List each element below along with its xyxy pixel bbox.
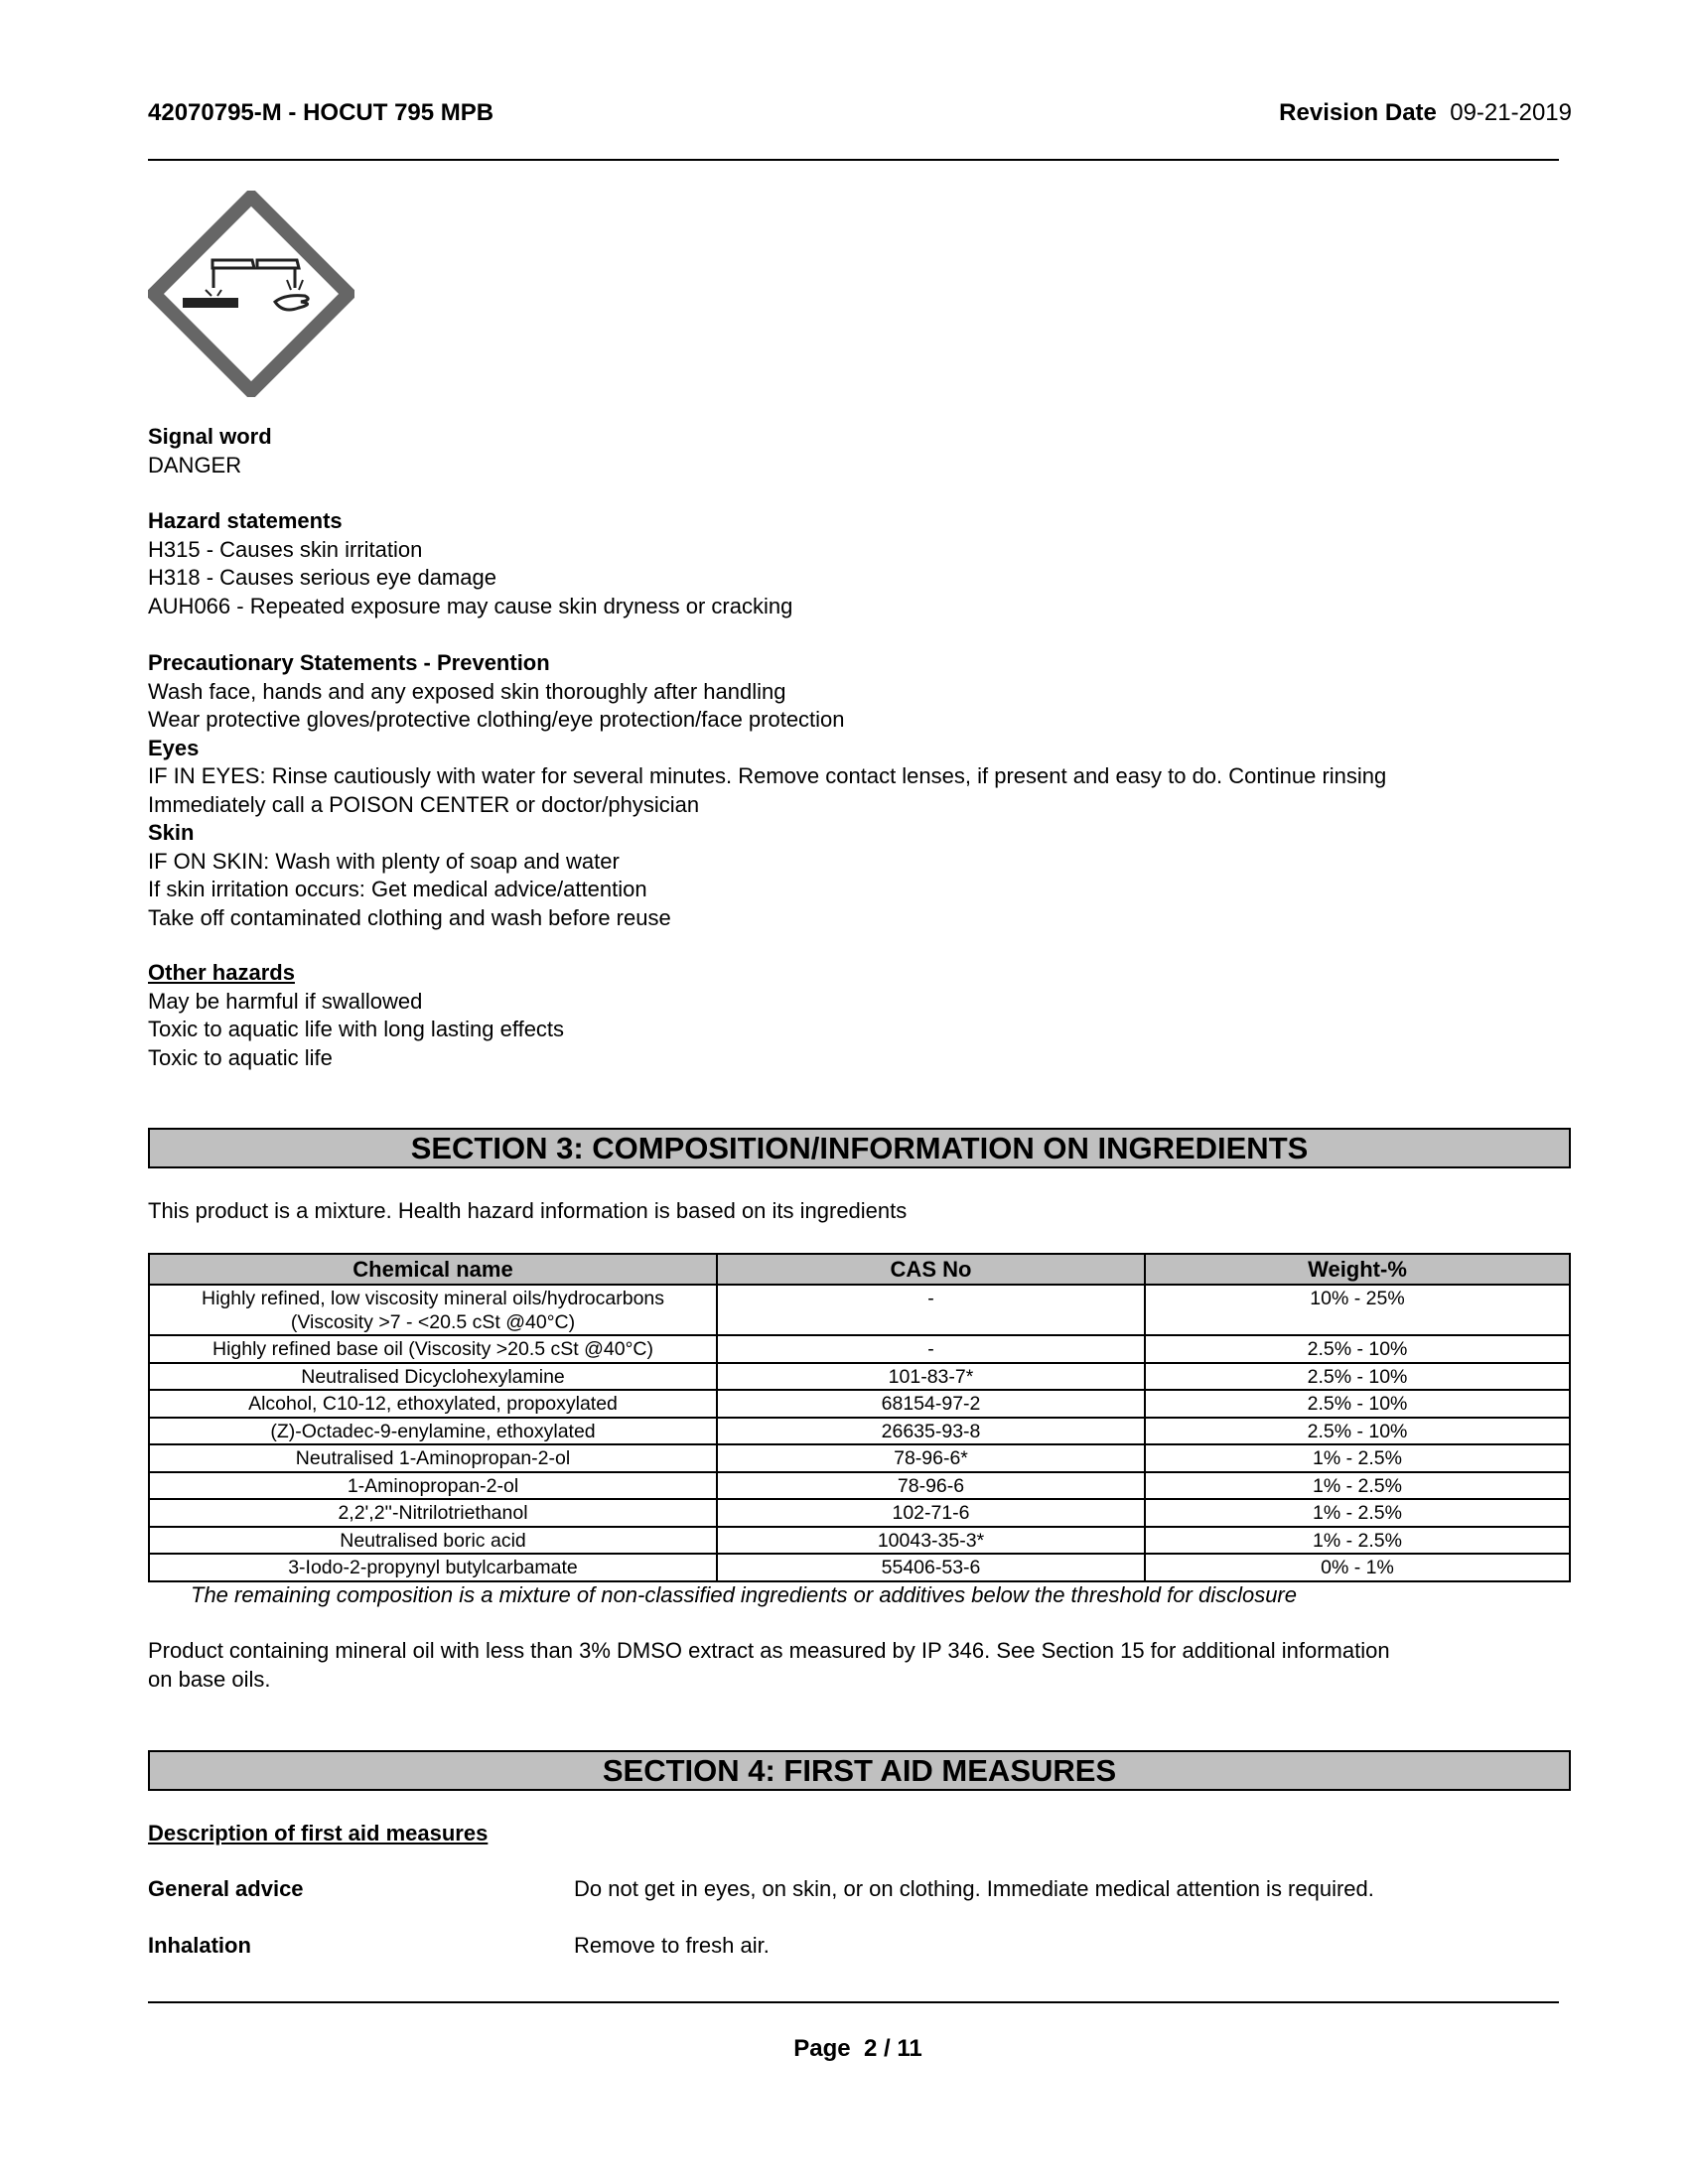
- weight-cell: 0% - 1%: [1145, 1554, 1570, 1581]
- eyes-item: IF IN EYES: Rinse cautiously with water for several minutes. Remove contact lenses, if present and easy to do. Continue rinsing: [148, 763, 1387, 788]
- signal-word-value: DANGER: [148, 452, 242, 478]
- revision-value: 09-21-2019: [1450, 99, 1572, 126]
- general-advice-label: General advice: [148, 1876, 304, 1901]
- table-row: [149, 1390, 1570, 1418]
- table-row: [149, 1472, 1570, 1500]
- cas-no-cell: -: [717, 1285, 1145, 1335]
- hazard-item: H318 - Causes serious eye damage: [148, 565, 496, 590]
- chemical-name-cell: Highly refined base oil (Viscosity >20.5 cSt @40°C): [149, 1335, 717, 1363]
- revision-label: Revision Date: [1279, 99, 1437, 126]
- table-row: [149, 1444, 1570, 1472]
- table-row: [149, 1363, 1570, 1391]
- weight-cell: 1% - 2.5%: [1145, 1499, 1570, 1527]
- chemical-name-cell: 1-Aminopropan-2-ol: [149, 1472, 717, 1500]
- table-row: [149, 1554, 1570, 1581]
- table-row: [149, 1418, 1570, 1445]
- weight-cell: 2.5% - 10%: [1145, 1335, 1570, 1363]
- other-hazard-item: May be harmful if swallowed: [148, 988, 423, 1014]
- first-aid-description-title: Description of first aid measures: [148, 1821, 489, 1845]
- inhalation-text: Remove to fresh air.: [574, 1933, 770, 1958]
- hazard-statements: [148, 507, 792, 620]
- mineral-oil-note: Product containing mineral oil with less than 3% DMSO extract as measured by IP 346. See Section 15 for additional information: [148, 1638, 1390, 1663]
- cas-no-cell: 26635-93-8: [717, 1418, 1145, 1445]
- cas-no-cell: 78-96-6*: [717, 1444, 1145, 1472]
- eyes-item: Immediately call a POISON CENTER or doctor/physician: [148, 791, 700, 817]
- weight-cell: 1% - 2.5%: [1145, 1444, 1570, 1472]
- skin-item: If skin irritation occurs: Get medical advice/attention: [148, 877, 647, 901]
- product-title: 42070795-M - HOCUT 795 MPB: [148, 99, 494, 126]
- other-hazards: [148, 959, 564, 1072]
- skin-item: IF ON SKIN: Wash with plenty of soap and water: [148, 848, 620, 874]
- cas-no-cell: 55406-53-6: [717, 1554, 1145, 1581]
- chemical-name-cell: Neutralised 1-Aminopropan-2-ol: [149, 1444, 717, 1472]
- weight-cell: 10% - 25%: [1145, 1285, 1570, 1335]
- weight-cell: 2.5% - 10%: [1145, 1390, 1570, 1418]
- cas-no-cell: 102-71-6: [717, 1499, 1145, 1527]
- weight-cell: 1% - 2.5%: [1145, 1527, 1570, 1555]
- header-rule: [148, 159, 1559, 161]
- table-row: [149, 1335, 1570, 1363]
- other-hazards-title: Other hazards: [148, 960, 295, 985]
- table-row: [149, 1527, 1570, 1555]
- corrosion-ghs05-icon: [148, 191, 354, 397]
- weight-cell: 1% - 2.5%: [1145, 1472, 1570, 1500]
- cas-no-cell: 78-96-6: [717, 1472, 1145, 1500]
- chemical-name-cell: 2,2',2''-Nitrilotriethanol: [149, 1499, 717, 1527]
- eyes-title: Eyes: [148, 735, 200, 760]
- other-hazard-item: Toxic to aquatic life with long lasting effects: [148, 1017, 565, 1041]
- chemical-name-cell: Highly refined, low viscosity mineral oils/hydrocarbons (Viscosity >7 - <20.5 cSt @40°C): [149, 1285, 717, 1335]
- section-4-header: SECTION 4: FIRST AID MEASURES: [148, 1750, 1571, 1791]
- chemical-name-cell: 3-Iodo-2-propynyl butylcarbamate: [149, 1554, 717, 1581]
- footer-rule: [148, 2001, 1559, 2003]
- precaution-title: Precautionary Statements - Prevention: [148, 650, 550, 675]
- column-header: Weight-%: [1145, 1254, 1570, 1285]
- chemical-name-cell: (Z)-Octadec-9-enylamine, ethoxylated: [149, 1418, 717, 1445]
- hazard-item: H315 - Causes skin irritation: [148, 536, 423, 562]
- section-3-header: SECTION 3: COMPOSITION/INFORMATION ON INGREDIENTS: [148, 1128, 1571, 1168]
- skin-title: Skin: [148, 820, 195, 845]
- weight-cell: 2.5% - 10%: [1145, 1363, 1570, 1391]
- section-3-intro: This product is a mixture. Health hazard information is based on its ingredients: [148, 1198, 908, 1223]
- table-header-row: [149, 1254, 1570, 1285]
- table-row: [149, 1499, 1570, 1527]
- skin-item: Take off contaminated clothing and wash before reuse: [148, 904, 671, 930]
- chemical-name-cell: Neutralised Dicyclohexylamine: [149, 1363, 717, 1391]
- inhalation-label: Inhalation: [148, 1933, 251, 1958]
- precautionary-statements: [148, 649, 1386, 932]
- other-hazard-item: Toxic to aquatic life: [148, 1044, 333, 1070]
- cas-no-cell: -: [717, 1335, 1145, 1363]
- chemical-name-cell: Neutralised boric acid: [149, 1527, 717, 1555]
- hazard-item: AUH066 - Repeated exposure may cause skin dryness or cracking: [148, 593, 793, 618]
- cas-no-cell: 68154-97-2: [717, 1390, 1145, 1418]
- hazard-title: Hazard statements: [148, 508, 343, 533]
- chemical-name-cell: Alcohol, C10-12, ethoxylated, propoxylated: [149, 1390, 717, 1418]
- precaution-item: Wash face, hands and any exposed skin thoroughly after handling: [148, 678, 786, 704]
- revision-date: [1279, 99, 1572, 127]
- signal-word-label: Signal word: [148, 424, 272, 449]
- table-row: [149, 1285, 1570, 1335]
- cas-no-cell: 10043-35-3*: [717, 1527, 1145, 1555]
- page-number: Page 2 / 11: [793, 2035, 922, 2062]
- column-header: Chemical name: [149, 1254, 717, 1285]
- column-header: CAS No: [717, 1254, 1145, 1285]
- cas-no-cell: 101-83-7*: [717, 1363, 1145, 1391]
- mineral-oil-note: on base oils.: [148, 1666, 271, 1692]
- composition-note: The remaining composition is a mixture of non-classified ingredients or additives below the threshold for disclosure: [191, 1582, 1297, 1607]
- ingredients-table: [148, 1253, 1571, 1582]
- precaution-item: Wear protective gloves/protective clothing/eye protection/face protection: [148, 707, 845, 732]
- weight-cell: 2.5% - 10%: [1145, 1418, 1570, 1445]
- general-advice-text: Do not get in eyes, on skin, or on clothing. Immediate medical attention is required.: [574, 1876, 1374, 1901]
